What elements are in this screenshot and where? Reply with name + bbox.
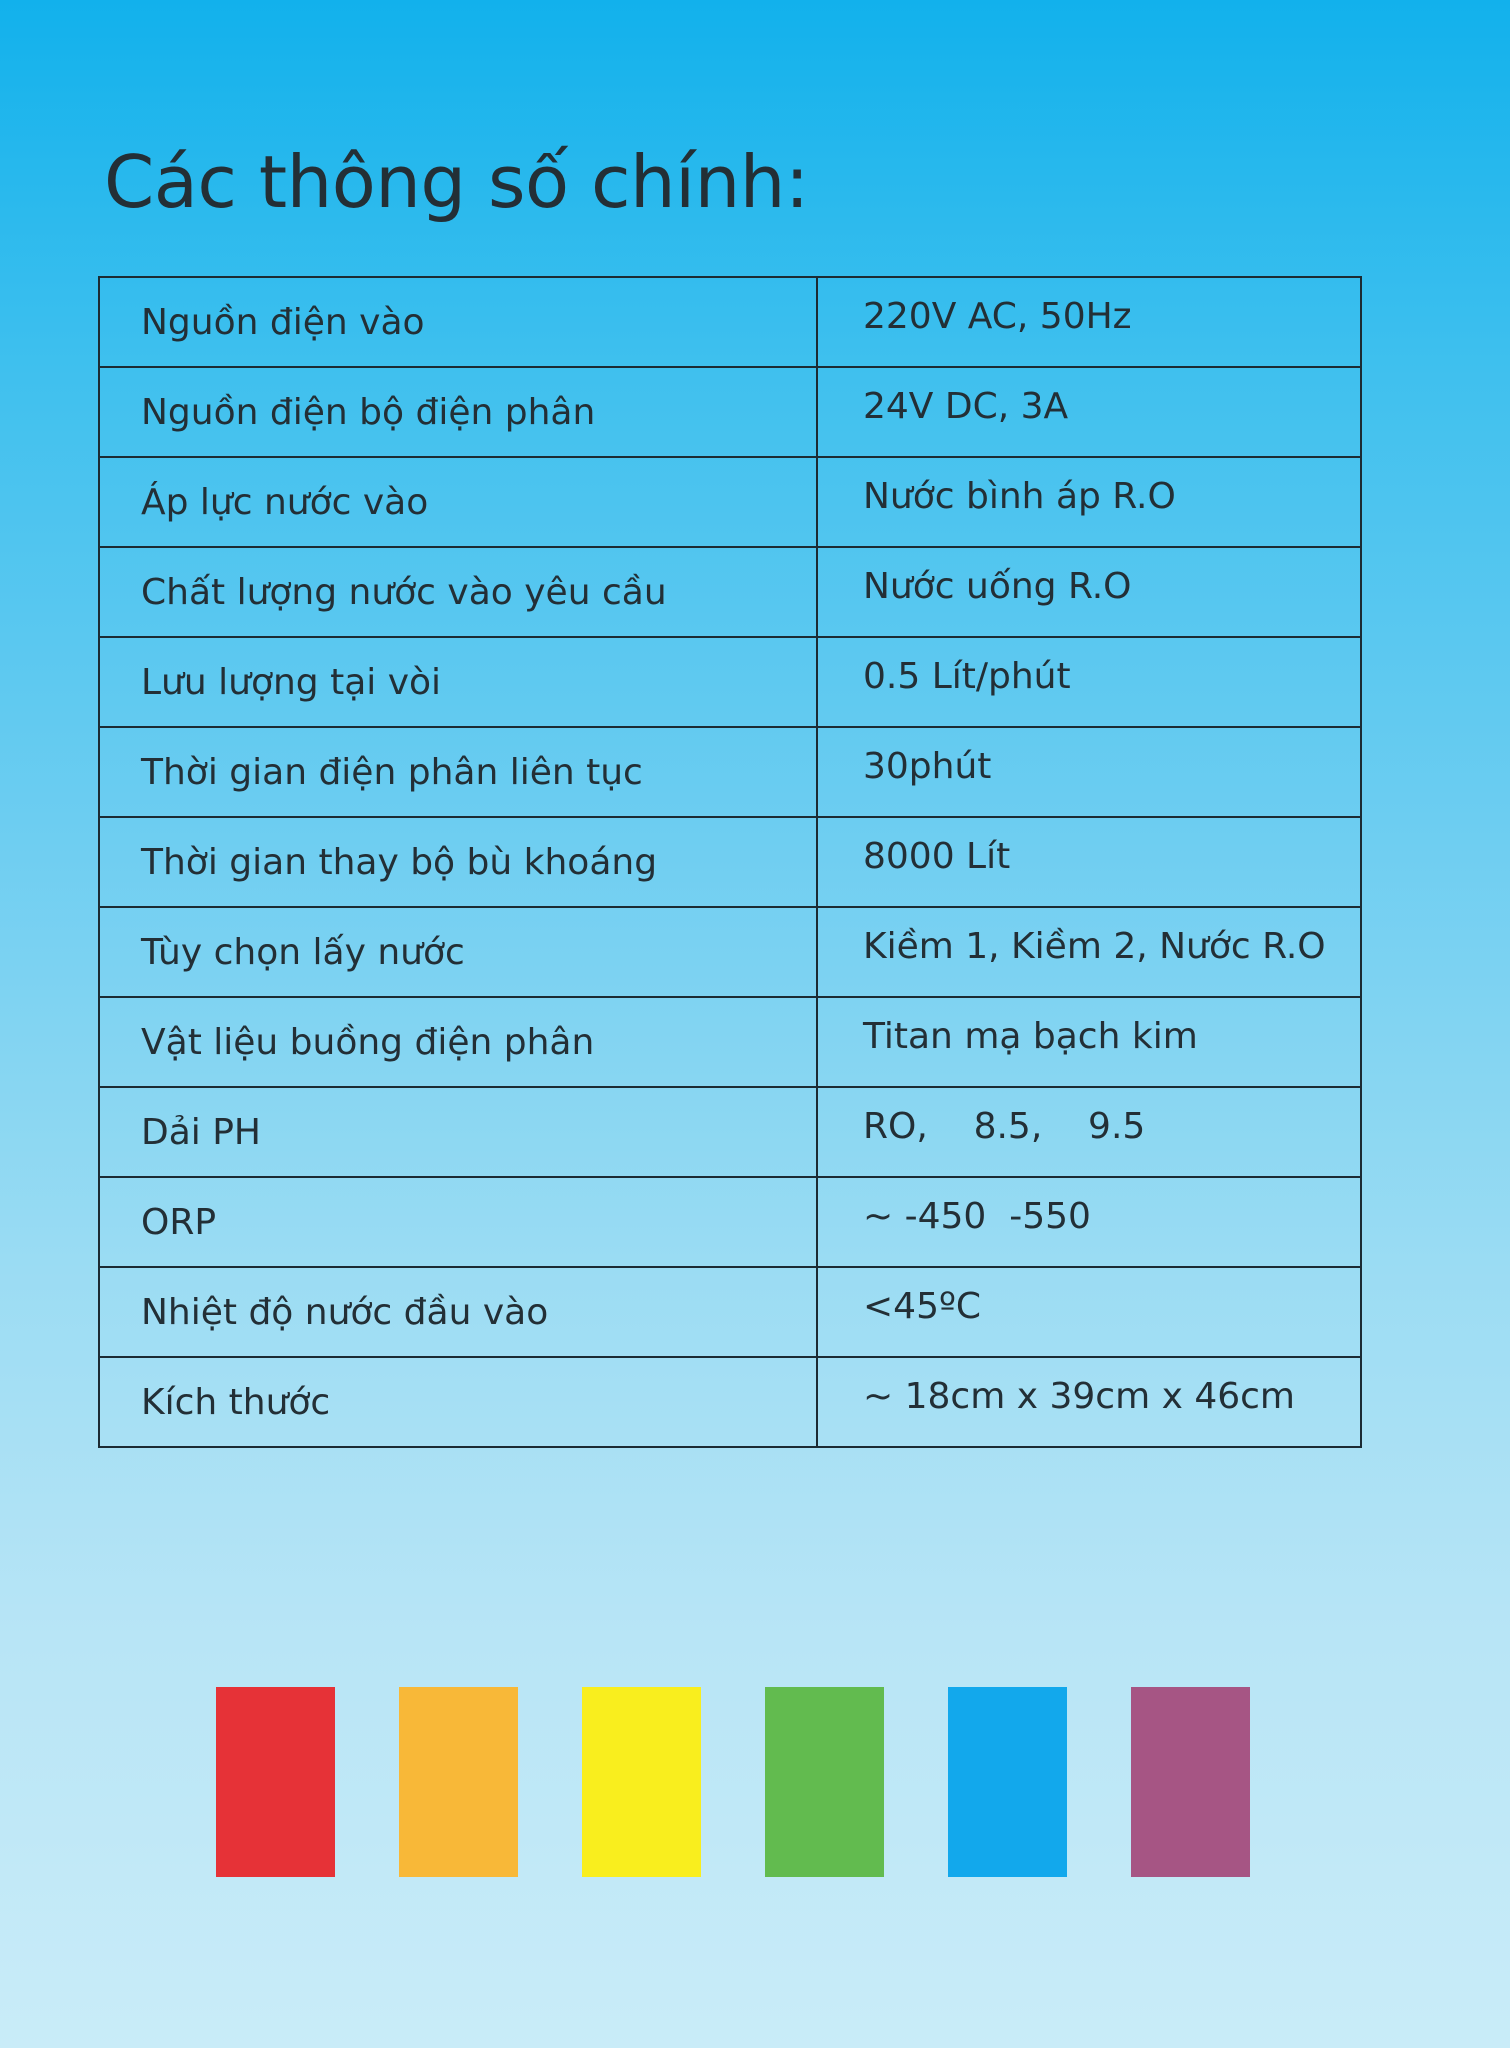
spec-label: Tùy chọn lấy nước bbox=[99, 907, 817, 997]
spec-label: Chất lượng nước vào yêu cầu bbox=[99, 547, 817, 637]
spec-label: ORP bbox=[99, 1177, 817, 1267]
spec-value bbox=[817, 637, 1361, 727]
spec-value-text: 24V DC, 3A bbox=[863, 385, 1069, 427]
spec-label: Kích thước bbox=[99, 1357, 817, 1447]
spec-value-text: Nước bình áp R.O bbox=[863, 475, 1176, 517]
spec-value bbox=[817, 907, 1361, 997]
spec-value-text: Kiềm 1, Kiềm 2, Nước R.O bbox=[863, 925, 1326, 967]
spec-value-text: ~ -450 -550 bbox=[863, 1195, 1091, 1237]
table-row bbox=[99, 547, 1361, 637]
spec-label: Thời gian thay bộ bù khoáng bbox=[99, 817, 817, 907]
spec-value-text: Nước uống R.O bbox=[863, 565, 1132, 607]
spec-value bbox=[817, 457, 1361, 547]
spec-label: Nguồn điện bộ điện phân bbox=[99, 367, 817, 457]
table-row bbox=[99, 817, 1361, 907]
color-swatch-red bbox=[216, 1687, 335, 1877]
spec-value bbox=[817, 817, 1361, 907]
spec-value bbox=[817, 1177, 1361, 1267]
spec-value bbox=[817, 727, 1361, 817]
spec-label: Thời gian điện phân liên tục bbox=[99, 727, 817, 817]
table-row bbox=[99, 1087, 1361, 1177]
spec-label: Nhiệt độ nước đầu vào bbox=[99, 1267, 817, 1357]
table-row bbox=[99, 1267, 1361, 1357]
spec-value-text: <45ºC bbox=[863, 1285, 982, 1327]
table-row bbox=[99, 1177, 1361, 1267]
spec-label: Áp lực nước vào bbox=[99, 457, 817, 547]
color-swatch-yellow bbox=[582, 1687, 701, 1877]
color-swatch-orange bbox=[399, 1687, 518, 1877]
spec-value-text: Titan mạ bạch kim bbox=[863, 1015, 1198, 1057]
spec-value-text: ~ 18cm x 39cm x 46cm bbox=[863, 1375, 1295, 1417]
spec-value-text: 8000 Lít bbox=[863, 835, 1011, 877]
table-row bbox=[99, 727, 1361, 817]
table-row bbox=[99, 907, 1361, 997]
spec-value bbox=[817, 547, 1361, 637]
page-title: Các thông số chính: bbox=[104, 140, 809, 224]
color-swatch-green bbox=[765, 1687, 884, 1877]
table-row bbox=[99, 277, 1361, 367]
spec-label: Nguồn điện vào bbox=[99, 277, 817, 367]
table-row bbox=[99, 1357, 1361, 1447]
table-row bbox=[99, 367, 1361, 457]
spec-value bbox=[817, 1087, 1361, 1177]
spec-value bbox=[817, 277, 1361, 367]
spec-label: Lưu lượng tại vòi bbox=[99, 637, 817, 727]
spec-value bbox=[817, 997, 1361, 1087]
table-row bbox=[99, 637, 1361, 727]
color-swatch-purple bbox=[1131, 1687, 1250, 1877]
color-swatch-row bbox=[216, 1687, 1250, 1877]
spec-value-text: 220V AC, 50Hz bbox=[863, 295, 1132, 337]
spec-value-text: RO, 8.5, 9.5 bbox=[863, 1105, 1146, 1147]
table-row bbox=[99, 997, 1361, 1087]
table-row bbox=[99, 457, 1361, 547]
spec-value-text: 30phút bbox=[863, 745, 992, 787]
spec-value bbox=[817, 367, 1361, 457]
spec-table bbox=[98, 276, 1362, 1448]
spec-value bbox=[817, 1267, 1361, 1357]
color-swatch-blue bbox=[948, 1687, 1067, 1877]
spec-value bbox=[817, 1357, 1361, 1447]
spec-label: Vật liệu buồng điện phân bbox=[99, 997, 817, 1087]
spec-label: Dải PH bbox=[99, 1087, 817, 1177]
spec-value-text: 0.5 Lít/phút bbox=[863, 655, 1071, 697]
